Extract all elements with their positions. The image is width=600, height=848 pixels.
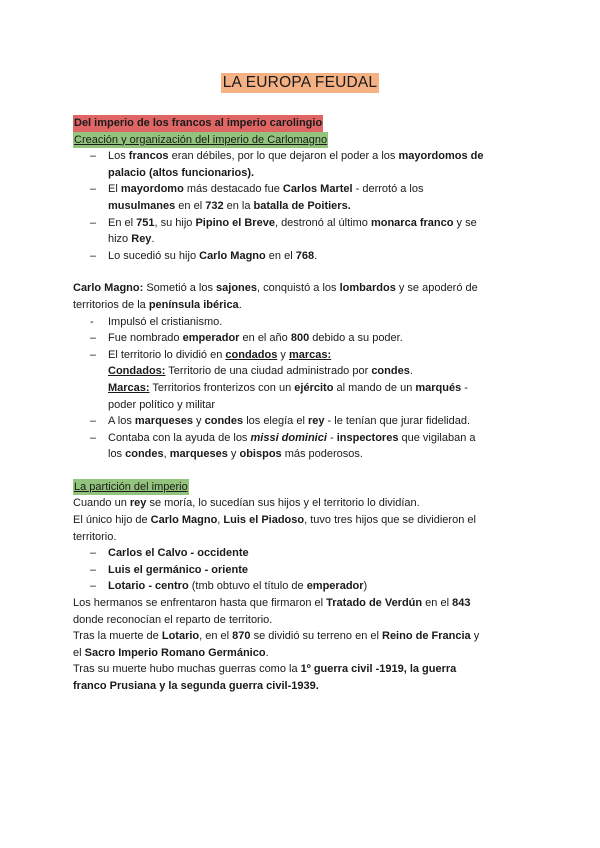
bold-underlined-text: Condados: bbox=[108, 365, 166, 378]
dash-bullet: – bbox=[90, 216, 97, 229]
text: . bbox=[151, 233, 155, 246]
text: territorios de la bbox=[73, 298, 149, 311]
text: el bbox=[73, 646, 85, 659]
text: debido a su poder. bbox=[309, 332, 403, 345]
paragraph bbox=[73, 512, 533, 545]
list-item bbox=[73, 562, 533, 579]
text: donde reconocían el reparto de territorio. bbox=[73, 613, 273, 626]
bold-text: mayordomo bbox=[120, 183, 184, 196]
bold-text: marqueses bbox=[169, 448, 228, 461]
text: - derrotó a los bbox=[352, 183, 424, 196]
text: y bbox=[193, 415, 205, 428]
text: . bbox=[409, 365, 413, 378]
title-container bbox=[0, 73, 600, 93]
bold-text: 1º guerra civil -1919, la guerra bbox=[300, 663, 457, 676]
dash-bullet: - bbox=[90, 315, 94, 328]
text: Tras su muerte hubo muchas guerras como la bbox=[73, 663, 301, 676]
dash-bullet: – bbox=[90, 183, 97, 196]
bold-text: marqués bbox=[415, 381, 462, 394]
text: Cuando un bbox=[73, 497, 130, 510]
text: los elegía el bbox=[243, 415, 308, 428]
text: más destacado fue bbox=[183, 183, 283, 196]
list-item bbox=[73, 430, 533, 463]
bold-text: Lotario bbox=[161, 630, 200, 643]
paragraph bbox=[73, 595, 533, 628]
bold-text: ejército bbox=[294, 381, 334, 394]
list-item bbox=[73, 413, 533, 430]
text: en el bbox=[422, 597, 453, 610]
text: - bbox=[326, 431, 337, 444]
bold-underlined-text: marcas: bbox=[288, 348, 332, 361]
bold-text: franco Prusiana y la segunda guerra civil-1939. bbox=[73, 680, 319, 692]
text: Los hermanos se enfrentaron hasta que firmaron el bbox=[73, 597, 327, 610]
bold-text: sajones bbox=[216, 282, 258, 295]
bold-text: Carlo Magno bbox=[150, 514, 218, 527]
bold-text: Carlo Magno bbox=[199, 249, 266, 262]
text: poder político y militar bbox=[108, 398, 215, 411]
text: se moría, lo sucedían sus hijos y el territorio lo dividían. bbox=[146, 497, 420, 510]
bold-text: batalla de Poitiers. bbox=[253, 199, 351, 212]
text: al mando de un bbox=[333, 381, 416, 394]
bold-text: emperador bbox=[182, 332, 240, 345]
bold-text: Carlo Magno: bbox=[73, 282, 144, 295]
text: Fue nombrado bbox=[108, 332, 183, 345]
list-item bbox=[73, 181, 533, 214]
dash-bullet: – bbox=[90, 547, 97, 560]
paragraph bbox=[73, 495, 533, 512]
bold-underlined-text: condados bbox=[225, 348, 278, 361]
text: El territorio lo dividió en bbox=[108, 348, 226, 361]
text: A los bbox=[108, 415, 135, 428]
text: ) bbox=[363, 580, 368, 593]
bold-text: 870 bbox=[232, 630, 251, 643]
bold-text: Luis el Piadoso bbox=[223, 514, 305, 527]
bold-text: condes bbox=[125, 448, 164, 461]
dash-bullet: – bbox=[90, 563, 97, 576]
paragraph bbox=[73, 628, 533, 661]
text: . bbox=[314, 249, 318, 262]
spacer bbox=[73, 264, 533, 280]
text: que vigilaban a bbox=[398, 431, 476, 444]
bold-text: 843 bbox=[452, 597, 471, 610]
bold-text: Rey bbox=[131, 233, 152, 246]
bold-text: palacio (altos funcionarios). bbox=[108, 166, 255, 179]
bold-text: musulmanes bbox=[108, 199, 176, 212]
dash-bullet: – bbox=[90, 348, 97, 361]
bold-text: obispos bbox=[239, 448, 282, 461]
spacer bbox=[73, 463, 533, 479]
text: en el año bbox=[239, 332, 291, 345]
text: - le tenían que jurar fidelidad. bbox=[324, 415, 471, 428]
text: Lo sucedió su hijo bbox=[108, 249, 200, 262]
text: . bbox=[238, 298, 242, 311]
bold-text: Carlos Martel bbox=[282, 183, 353, 196]
bold-text: Reino de Francia bbox=[382, 630, 471, 643]
text: y se apoderó de bbox=[395, 282, 478, 295]
bold-text: Lotario - centro bbox=[108, 580, 189, 593]
text: más poderosos. bbox=[281, 448, 363, 461]
text: En el bbox=[108, 216, 137, 229]
bold-text: Carlos el Calvo - occidente bbox=[108, 547, 249, 560]
paragraph bbox=[73, 661, 533, 694]
text: . bbox=[265, 646, 269, 659]
text: Los bbox=[108, 150, 129, 163]
text: eran débiles, por lo que dejaron el poder a los bbox=[168, 150, 399, 163]
bold-text: rey bbox=[129, 497, 147, 510]
dash-bullet: – bbox=[90, 415, 97, 428]
bold-text: 800 bbox=[290, 332, 310, 345]
list-item bbox=[73, 148, 533, 181]
text: y bbox=[277, 348, 289, 361]
text: Sometió a los bbox=[143, 282, 217, 295]
text: - bbox=[461, 381, 468, 394]
bold-underlined-text: Marcas: bbox=[108, 381, 150, 394]
text: en el bbox=[265, 249, 296, 262]
carlo-magno-paragraph bbox=[73, 280, 533, 313]
subheading-carlomagno: Creación y organización del imperio de Carlomagno bbox=[73, 132, 328, 149]
text: , bbox=[217, 514, 224, 527]
text: , bbox=[163, 448, 170, 461]
dash-bullet: – bbox=[90, 332, 97, 345]
bold-italic-text: missi dominici bbox=[250, 431, 327, 444]
bold-text: mayordomos de bbox=[398, 150, 484, 163]
text: Impulsó el cristianismo. bbox=[108, 315, 223, 328]
text: en la bbox=[223, 199, 254, 212]
bold-text: 751 bbox=[136, 216, 155, 229]
bold-text: lombardos bbox=[339, 282, 396, 295]
document-body bbox=[73, 115, 533, 695]
bold-text: Pipino el Breve bbox=[195, 216, 275, 229]
text: , conquistó a los bbox=[257, 282, 340, 295]
text: y bbox=[470, 630, 480, 643]
list-item bbox=[73, 330, 533, 347]
dash-bullet: – bbox=[90, 249, 97, 262]
bold-text: marqueses bbox=[134, 415, 193, 428]
page-title: LA EUROPA FEUDAL bbox=[222, 74, 378, 91]
text: , destronó al último bbox=[274, 216, 371, 229]
text: El bbox=[108, 183, 121, 196]
bold-text: rey bbox=[307, 415, 325, 428]
list-item bbox=[73, 578, 533, 595]
text: territorio. bbox=[73, 530, 117, 543]
text: y se bbox=[453, 216, 477, 229]
bold-text: 732 bbox=[205, 199, 224, 212]
text: Contaba con la ayuda de los bbox=[108, 431, 251, 444]
text: hizo bbox=[108, 233, 132, 246]
bold-text: inspectores bbox=[336, 431, 399, 444]
text: Territorios fronterizos con un bbox=[149, 381, 295, 394]
bold-text: 768 bbox=[295, 249, 315, 262]
bold-text: Tratado de Verdún bbox=[326, 597, 423, 610]
text: (tmb obtuvo el título de bbox=[188, 580, 307, 593]
text: , tuvo tres hijos que se dividieron el bbox=[304, 514, 476, 527]
list-item bbox=[73, 314, 533, 331]
bold-text: francos bbox=[128, 150, 169, 163]
bold-text: condes bbox=[204, 415, 244, 428]
subheading-particion: La partición del imperio bbox=[73, 479, 189, 496]
bold-text: condes bbox=[371, 365, 410, 378]
text: se dividió su terreno en el bbox=[250, 630, 382, 643]
list-item bbox=[73, 248, 533, 265]
text: El único hijo de bbox=[73, 514, 151, 527]
text: Tras la muerte de bbox=[73, 630, 162, 643]
bold-text: emperador bbox=[306, 580, 364, 593]
bold-text: Luis el germánico - oriente bbox=[108, 563, 248, 576]
text: , su hijo bbox=[154, 216, 196, 229]
text: los bbox=[108, 448, 126, 461]
dash-bullet: – bbox=[90, 580, 97, 593]
bold-text: monarca franco bbox=[370, 216, 454, 229]
list-item bbox=[73, 347, 533, 413]
section-heading-francos: Del imperio de los francos al imperio carolingio bbox=[73, 115, 323, 132]
bold-text: península ibérica bbox=[148, 298, 239, 311]
text: en el bbox=[175, 199, 206, 212]
dash-bullet: – bbox=[90, 431, 97, 444]
text: y bbox=[227, 448, 240, 461]
dash-bullet: – bbox=[90, 150, 97, 163]
list-item bbox=[73, 545, 533, 562]
bold-text: Sacro Imperio Romano Germánico bbox=[84, 646, 266, 659]
text: , en el bbox=[199, 630, 233, 643]
list-item bbox=[73, 215, 533, 248]
text: Territorio de una ciudad administrado por bbox=[165, 365, 372, 378]
